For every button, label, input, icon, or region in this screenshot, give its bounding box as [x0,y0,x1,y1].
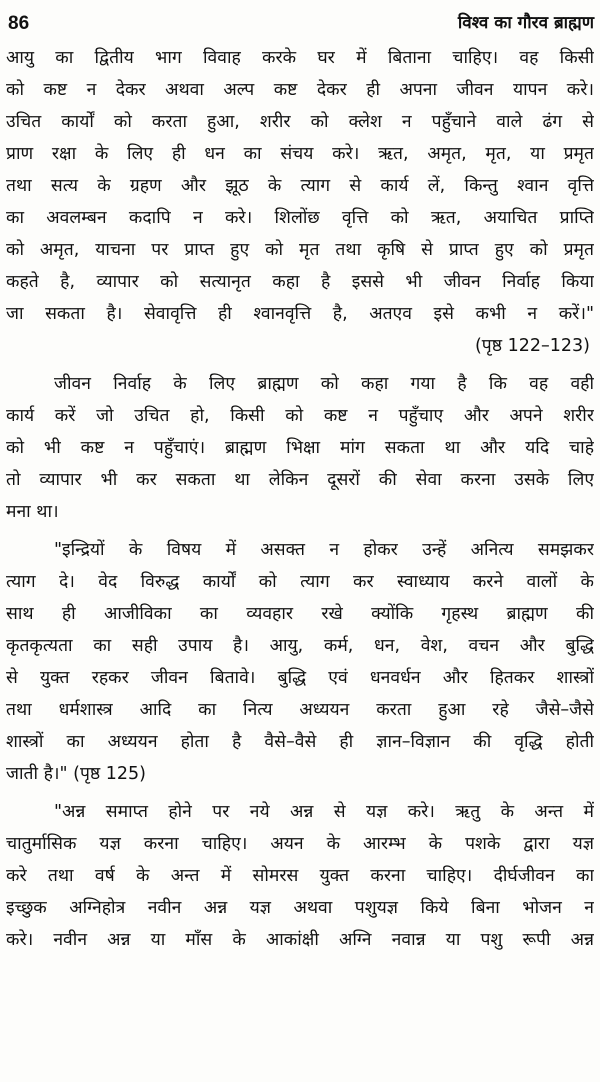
page-header [0,6,600,40]
text-line: शास्त्रों का अध्ययन होता है वैसे–वैसे ही ज्ञान–विज्ञान की वृद्धि होती [6,732,594,752]
text-line: कृतकृत्यता का सही उपाय है। आयु, कर्म, धन, वेश, वचन और बुद्धि [6,636,594,656]
text-line: कार्य करें जो उचित हो, किसी को कष्ट न पहुँचाए और अपने शरीर [6,406,594,426]
text-line: को अमृत, याचना पर प्राप्त हुए को मृत तथा कृषि से प्राप्त हुए को प्रमृत [6,240,594,260]
text-line: करे। नवीन अन्न या माँस के आकांक्षी अग्नि नवान्न या पशु रूपी अन्न [6,930,594,950]
text-line: "अन्न समाप्त होने पर नये अन्न से यज्ञ करे। ऋतु के अन्त में [54,802,594,822]
running-title: विश्व का गौरव ब्राह्मण [457,13,594,33]
text-line: तो व्यापार भी कर सकता था लेकिन दूसरों की सेवा करना उसके लिए [6,470,594,490]
text-line: उचित कार्यों को करता हुआ, शरीर को क्लेश न पहुँचाने वाले ढंग से [6,112,594,132]
page-number: 86 [8,13,30,34]
text-line: कहते है, व्यापार को सत्यानृत कहा है इससे भी जीवन निर्वाह किया [6,272,594,292]
paragraph [6,534,594,790]
text-line: जीवन निर्वाह के लिए ब्राह्मण को कहा गया है कि वह वही [54,374,594,394]
text-line: आयु का द्वितीय भाग विवाह करके घर में बिताना चाहिए। वह किसी [6,48,594,68]
page-citation: (पृष्ठ 122–123) [474,336,590,356]
paragraph [6,368,594,528]
text-line: तथा सत्य के ग्रहण और झूठ के त्याग से कार्य लें, किन्तु श्वान वृत्ति [6,176,594,196]
text-line: इच्छुक अग्निहोत्र नवीन अन्न यज्ञ अथवा पशुयज्ञ किये बिना भोजन न [6,898,594,918]
text-line: को कष्ट न देकर अथवा अल्प कष्ट देकर ही अपना जीवन यापन करे। [6,80,594,100]
text-line: साथ ही आजीविका का व्यवहार रखे क्योंकि गृहस्थ ब्राह्मण की [6,604,594,624]
text-line: "इन्द्रियों के विषय में असक्त न होकर उन्हें अनित्य समझकर [54,540,594,560]
text-line: तथा धर्मशास्त्र आदि का नित्य अध्ययन करता हुआ रहे जैसे–जैसे [6,700,594,720]
text-line: मना था। [6,502,59,522]
text-line: जा सकता है। सेवावृत्ति ही श्वानवृत्ति है, अतएव इसे कभी न करें।" [6,304,594,324]
text-line: से युक्त रहकर जीवन बितावे। बुद्धि एवं धनवर्धन और हितकर शास्त्रों [6,668,594,688]
text-line: चातुर्मासिक यज्ञ करना चाहिए। अयन के आरम्भ के पशके द्वारा यज्ञ [6,834,594,854]
body-text [6,42,594,956]
paragraph [6,42,594,362]
text-line: को भी कष्ट न पहुँचाएं। ब्राह्मण भिक्षा मांग सकता था और यदि चाहे [6,438,594,458]
paragraph [6,796,594,956]
text-line: जाती है।" (पृष्ठ 125) [6,764,146,784]
text-line: प्राण रक्षा के लिए ही धन का संचय करे। ऋत, अमृत, मृत, या प्रमृत [6,144,594,164]
text-line: त्याग दे। वेद विरुद्ध कार्यों को त्याग कर स्वाध्याय करने वालों के [6,572,594,592]
text-line: करे तथा वर्ष के अन्त में सोमरस युक्त करना चाहिए। दीर्घजीवन का [6,866,594,886]
text-line: का अवलम्बन कदापि न करे। शिलोंछ वृत्ति को ऋत, अयाचित प्राप्ति [6,208,594,228]
